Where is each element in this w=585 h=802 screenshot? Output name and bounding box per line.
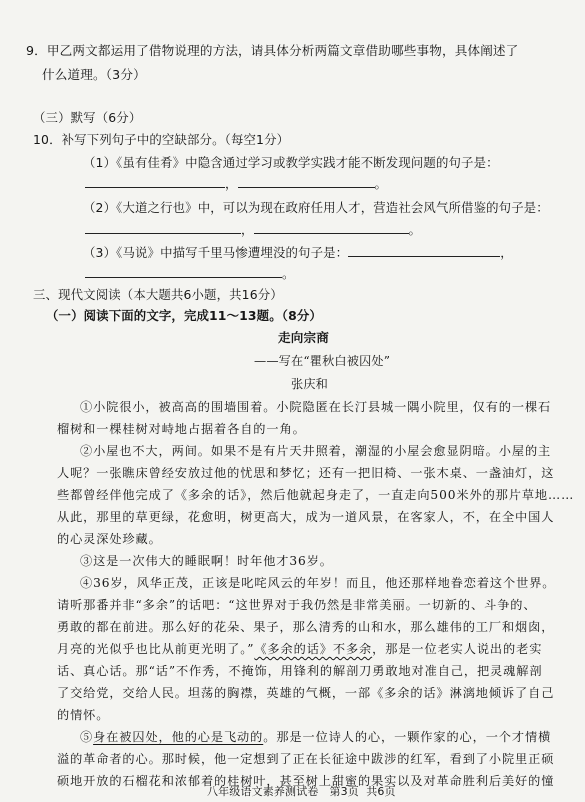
paragraph-4-line: 月亮的光似乎也比从前更光明了。”《多余的话》不多余，那是一位老实人说出的老实 — [57, 642, 543, 656]
paragraph-5-line: ⑤身在被囚处，他的心是飞动的。那是一位诗人的心，一颗作家的心，一个才情横 — [80, 730, 552, 744]
article-author: 张庆和 — [291, 377, 329, 391]
answer-blank[interactable] — [85, 222, 241, 234]
paragraph-4-line: 勇敢的都在前进。那么好的花朵、果子，那么清秀的山和水，那么雄伟的工厂和烟囱， — [57, 620, 555, 634]
paragraph-4-line: 的情怀。 — [57, 708, 110, 722]
paragraph-2-line: ②小屋也不大，两间。如果不是有片天井照着，潮湿的小屋会愈显阴暗。小屋的主 — [80, 444, 552, 458]
dictation-heading: （三）默写（6分） — [33, 110, 142, 125]
dictation-item-2: （2）《大道之行也》中，可以为现在政府任用人才，营造社会风气所借鉴的句子是： — [83, 200, 549, 215]
answer-blank[interactable] — [238, 176, 375, 188]
dictation-item-1-blanks: ， 。 — [85, 176, 387, 192]
answer-blank[interactable] — [85, 266, 282, 278]
page-footer: 八年级语文素养测试卷 第3页 共6页 — [207, 785, 396, 798]
answer-blank[interactable] — [85, 176, 225, 188]
reading-heading: 三、现代文阅读（本大题共6小题，共16分） — [33, 287, 283, 302]
answer-blank[interactable] — [254, 222, 409, 234]
paragraph-2-line: 人呢？一张瞧床曾经安放过他的忧思和梦忆；还有一把旧椅、一张木桌、一盏油灯，这 — [57, 466, 555, 480]
article-subtitle: ——写在“瞿秋白被囚处” — [254, 354, 391, 368]
answer-blank[interactable] — [348, 245, 500, 257]
paragraph-1-line: ①小院很小，被高高的围墙围着。小院隐匿在长汀县城一隅小院里，仅有的一棵石 — [80, 400, 552, 414]
article-title: 走向宗商 — [278, 330, 329, 345]
paragraph-4-line: ④36岁，风华正茂，正该是叱咤风云的年岁！而且，他还那样地眷恋着这个世界。 — [80, 576, 556, 590]
paragraph-3-line: ③这是一次伟大的睡眠啊！时年他才36岁。 — [80, 554, 333, 568]
paragraph-4-line: 了交给党，交给人民。坦荡的胸襟，英雄的气概，一部《多余的话》淋漓地倾诉了自己 — [57, 686, 555, 700]
paragraph-5-line: 硕地开放的石榴花和浓郁着的桂树叶，甚至树上甜蜜的果实以及对革命胜利后美好的憧 — [57, 774, 555, 788]
reading-sub-heading: （一）阅读下面的文字，完成11～13题。（8分） — [46, 308, 322, 323]
dictation-item-3-blank2: 。 — [85, 266, 295, 282]
dictation-item-1: （1）《虽有佳肴》中隐含通过学习或教学实践才能不断发现问题的句子是： — [83, 155, 499, 170]
question-9-line2: 什么道理。（3分） — [42, 67, 146, 82]
underlined-phrase: 身在被囚处，他的心是飞动的 — [93, 730, 264, 744]
paragraph-4-line: 请听那番并非“多余”的话吧：“这世界对于我仍然是非常美丽。一切新的、斗争的、 — [57, 598, 537, 612]
question-10: 10．补写下列句子中的空缺部分。（每空1分） — [33, 132, 290, 147]
paragraph-2-line: 的心灵深处珍藏。 — [57, 532, 162, 546]
dictation-item-2-blanks: ， 。 — [85, 222, 421, 238]
paragraph-4-line: 话、真心话。那“话”不作秀，不掩饰，用锋利的解剖刀勇敢地对准自己，把灵魂解剖 — [57, 664, 543, 678]
underlined-phrase: 《多余的话》不多余 — [254, 642, 373, 656]
paragraph-1-line: 榴树和一棵桂树对峙地占据着各自的一角。 — [57, 422, 306, 436]
paragraph-2-line: 从此，那里的草更绿，花愈明，树更高大，成为一道风景，在客家人，不，在全中国人 — [57, 510, 555, 524]
paragraph-5-line: 溢的革命者的心。那时候，他一定想到了正在长征途中跋涉的红军，看到了小院里正硕 — [57, 752, 555, 766]
question-9-line1: 9．甲乙两文都运用了借物说理的方法，请具体分析两篇文章借助哪些事物，具体阐述了 — [26, 43, 519, 58]
dictation-item-3: （3）《马说》中描写千里马惨遭埋没的句子是： ， — [83, 245, 513, 260]
paragraph-2-line: 些都曾经伴他完成了《多余的话》，然后他就起身走了，一直走向500米外的那片草地…… — [57, 488, 575, 502]
